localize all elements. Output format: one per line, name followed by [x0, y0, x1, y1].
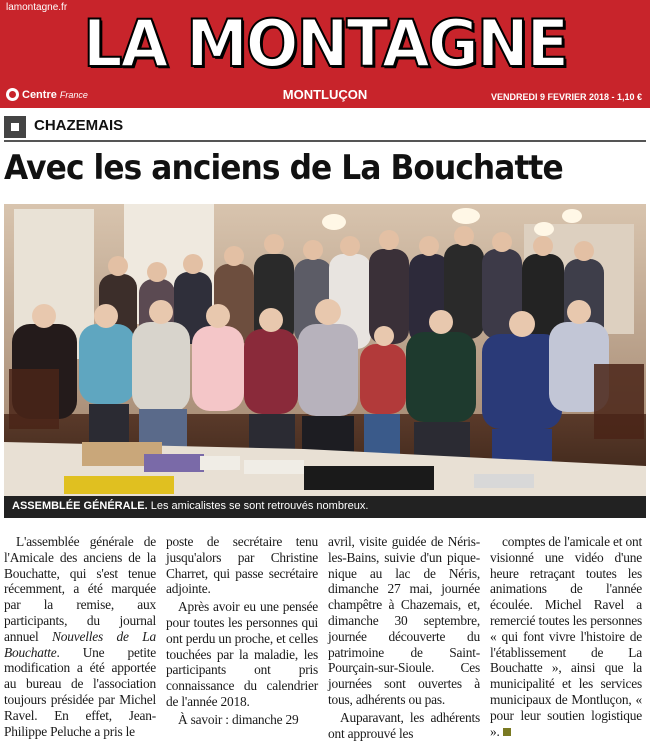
- paragraph: [490, 534, 642, 739]
- edition-name: MONTLUÇON: [282, 87, 368, 102]
- column-1: [4, 534, 156, 739]
- section-square-icon: [4, 116, 26, 138]
- caption-label: ASSEMBLÉE GÉNÉRALE.: [12, 500, 148, 512]
- dateline: VENDREDI 9 FEVRIER 2018 - 1,10 €: [490, 92, 642, 102]
- site-url[interactable]: lamontagne.fr: [6, 2, 68, 13]
- brand-name: Centre: [22, 88, 57, 101]
- photo-caption: [4, 496, 646, 518]
- brand-sub: France: [59, 89, 88, 100]
- section-bar: [4, 114, 646, 142]
- article-headline: Avec les anciens de La Bouchatte: [4, 148, 563, 188]
- section-label: CHAZEMAIS: [34, 117, 124, 134]
- column-3: [328, 534, 480, 741]
- journal-title: Nouvelles de La Bouchatte: [4, 628, 156, 660]
- masthead: [0, 0, 650, 108]
- caption-text: Les amicalistes se sont retrouvés nombreux.: [147, 500, 369, 512]
- article-body: [4, 534, 646, 741]
- group-photo: [4, 204, 646, 496]
- paragraph: poste de secrétaire tenu jusqu'alors par Christine Charret, qui passe secrétaire adjointe.: [166, 534, 318, 597]
- paragraph-text: . Une petite modification a été apportée au bureau de l'association toujours présidée par Michel Ravel. En effet, Jean-Philippe Peluche a pris le: [4, 644, 156, 739]
- end-of-article-icon: [503, 728, 511, 736]
- group-photo-illustration: [4, 204, 646, 496]
- paragraph-text: L'assemblée générale de l'Amicale des anciens de la Bouchatte, qui s'est tenue récemment, a été marquée par la remise, aux participants, du journal annuel: [4, 534, 156, 644]
- paragraph: Après avoir eu une pensée pour toutes les personnes qui ont perdu un proche, et celles touchées par la maladie, les participants ont pris connaissance du calendrier de l'année 2018.: [166, 599, 318, 709]
- paragraph-text: comptes de l'amicale et ont visionné une vidéo d'une heure retraçant toutes les animations de l'année écoulée. Michel Ravel a remercié toutes les personnes « qui font vivre l'histoire de l'établissement de La Bouchatte », ainsi que la municipalité et les services municipaux de Montluçon, « pour leur soutien logistique ».: [490, 534, 642, 739]
- paragraph: À savoir : dimanche 29: [178, 711, 299, 727]
- paragraph: avril, visite guidée de Néris-les-Bains, suivie d'un pique-nique au lac de Néris, dimanche 27 mai, journée champêtre à Chazemais, et, dimanche 30 septembre, journée découverte du patrimoine de Saint-Pourçain-sur-Sioule. Ces journées sont ouvertes à tous, adhérents ou pas.: [328, 534, 480, 707]
- masthead-strip: [0, 84, 650, 108]
- paragraph: [4, 534, 156, 739]
- column-4: [490, 534, 642, 739]
- paragraph: Auparavant, les adhérents ont approuvé les: [328, 709, 480, 741]
- newspaper-title: LA MONTAGNE: [83, 5, 567, 82]
- column-2: [166, 534, 318, 727]
